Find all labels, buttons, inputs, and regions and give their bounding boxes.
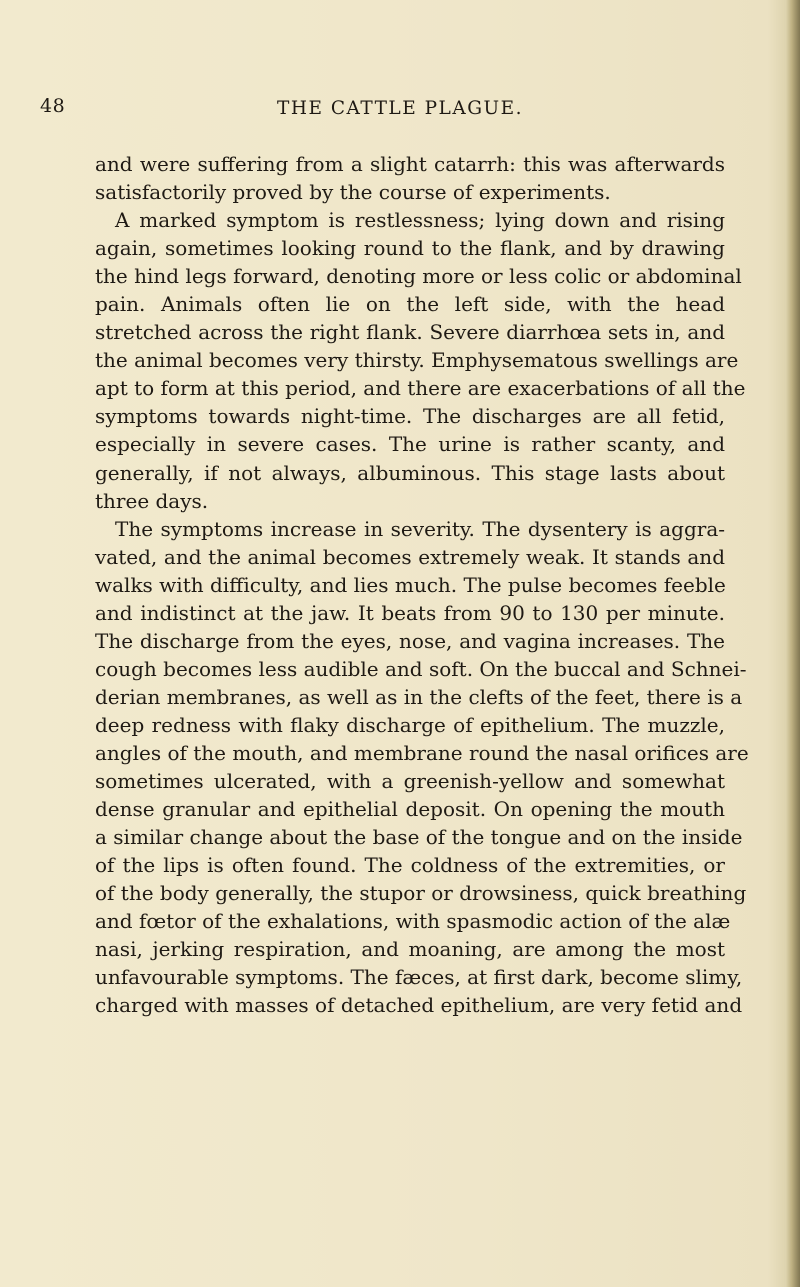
text-line: generally, if not always, albuminous. This stage lasts about [95,460,725,485]
text-line: sometimes ulcerated, with a greenish-yellow and somewhat [95,769,725,794]
text-line: of the lips is often found. The coldness of the extremities, or [95,853,725,878]
text-line: and fœtor of the exhalations, with spasmodic action of the alæ [95,909,731,934]
running-head: THE CATTLE PLAGUE. [277,98,523,119]
text-line: of the body generally, the stupor or drowsiness, quick breathing [95,881,747,906]
text-line: and were suffering from a slight catarrh: this was afterwards [95,152,725,176]
body-text [95,150,749,1019]
text-line: pain. Animals often lie on the left side, with the head [95,292,725,317]
text-line: angles of the mouth, and membrane round the nasal orifices are [95,740,749,765]
text-line: especially in severe cases. The urine is rather scanty, and [95,432,725,457]
text-line: satisfactorily proved by the course of experiments. [95,180,611,205]
text-line: A marked symptom is restlessness; lying down and rising [115,208,725,233]
text-line: The symptoms increase in severity. The dysentery is aggra- [115,516,725,541]
text-line: and indistinct at the jaw. It beats from 90 to 130 per minute. [95,600,725,625]
text-line: walks with difficulty, and lies much. The pulse becomes feeble [95,572,726,597]
text-line: stretched across the right flank. Severe diarrhœa sets in, and [95,320,725,345]
text-line: symptoms towards night-time. The discharges are all fetid, [95,404,725,429]
page-edge-shadow [786,0,800,1287]
text-line: the hind legs forward, denoting more or less colic or abdominal [95,264,742,289]
text-line: derian membranes, as well as in the clefts of the feet, there is a [95,684,743,709]
text-line: nasi, jerking respiration, and moaning, are among the most [95,937,725,962]
text-line: The discharge from the eyes, nose, and vagina increases. The [95,628,725,653]
page-number: 48 [40,95,66,117]
text-line: dense granular and epithelial deposit. On opening the mouth [95,797,725,822]
text-line: a similar change about the base of the tongue and on the inside [95,825,743,850]
text-line: vated, and the animal becomes extremely weak. It stands and [95,544,725,569]
text-line: deep redness with flaky discharge of epithelium. The muzzle, [95,712,725,737]
text-line: again, sometimes looking round to the flank, and by drawing [95,236,725,261]
text-line: apt to form at this period, and there are exacerbations of all the [95,376,746,401]
text-line: three days. [95,488,209,513]
text-line: the animal becomes very thirsty. Emphysematous swellings are [95,348,739,373]
text-line: charged with masses of detached epithelium, are very fetid and [95,993,743,1018]
text-line: unfavourable symptoms. The fæces, at first dark, become slimy, [95,965,743,990]
text-line: cough becomes less audible and soft. On the buccal and Schnei- [95,656,747,681]
